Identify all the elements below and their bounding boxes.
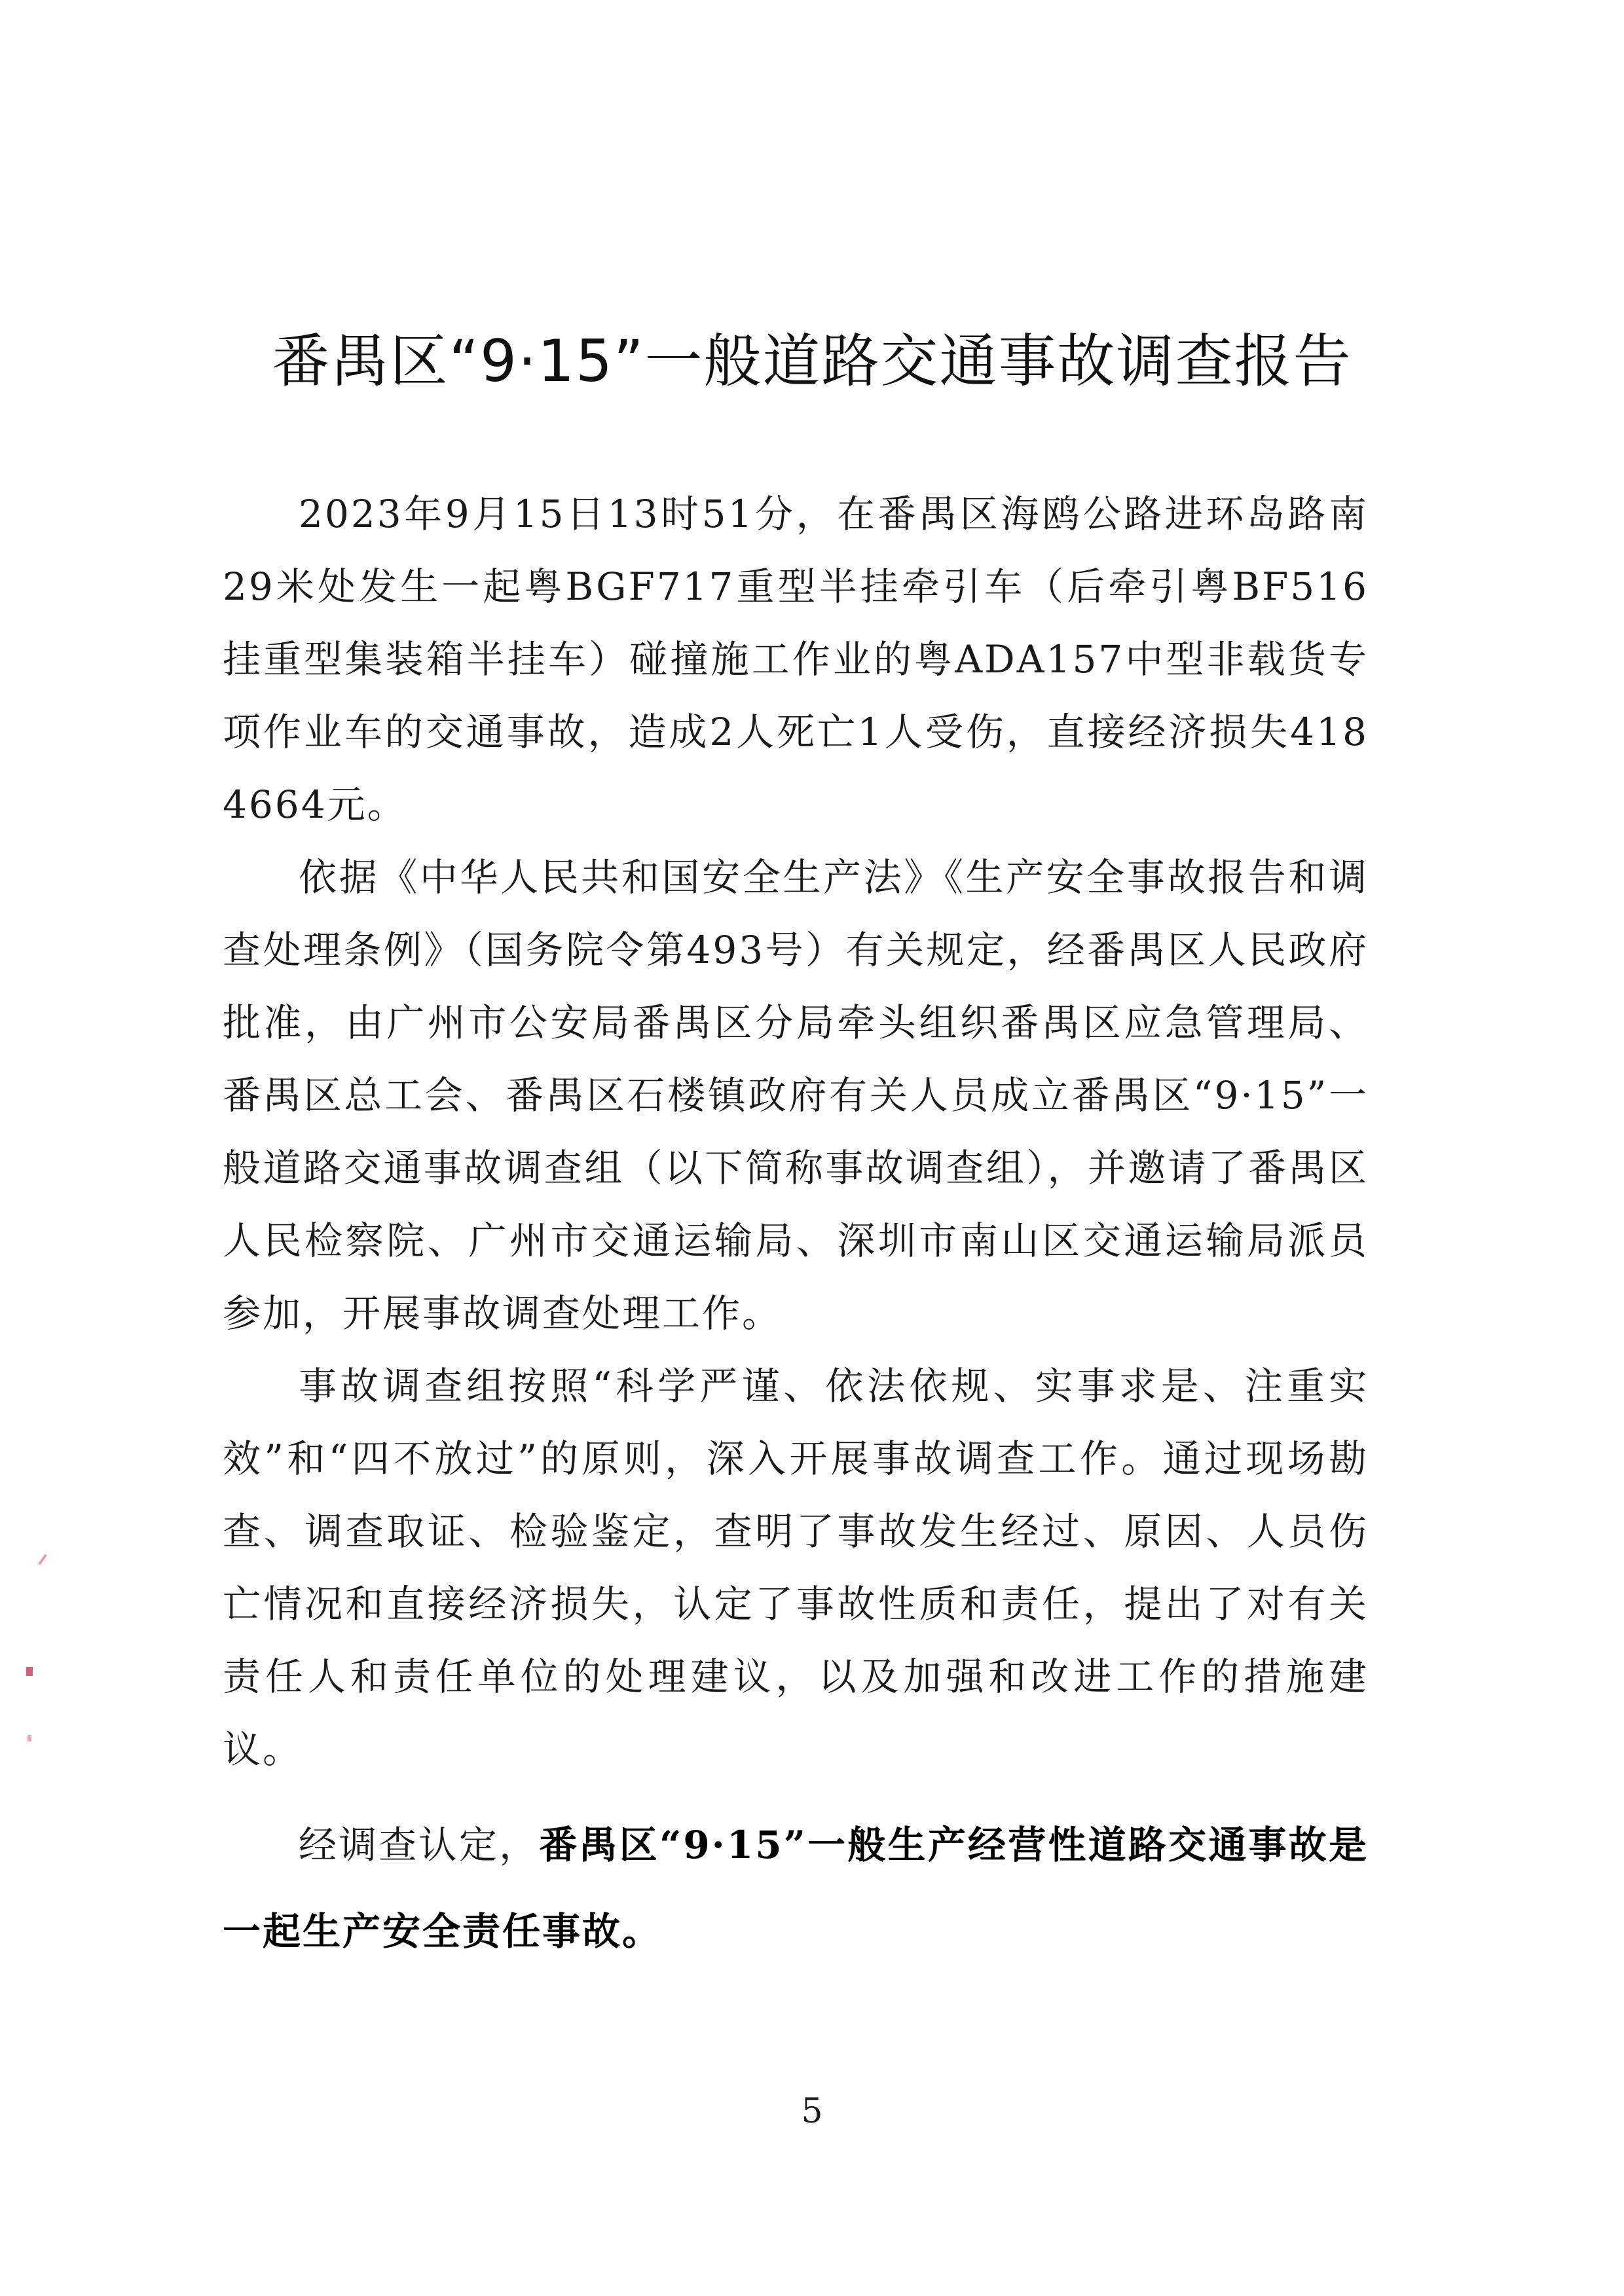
document-title: 番禺区“9·15”一般道路交通事故调查报告 <box>272 327 1352 395</box>
paragraph-investigation-principles: 事故调查组按照“科学严谨、依法依规、实事求是、注重实效”和“四不放过”的原则，深入开展事故调查工作。通过现场勘查、调查取证、检验鉴定，查明了事故发生经过、原因、人员伤亡情况和直接经济损失，认定了事故性质和责任，提出了对有关责任人和责任单位的处理建议，以及加强和改进工作的措施建议。 <box>223 1364 1369 1772</box>
scan-artifact-mark <box>26 1667 33 1676</box>
scan-artifact-mark <box>28 1735 31 1741</box>
conclusion-lead: 经调查认定， <box>299 1823 540 1867</box>
paragraph-accident-summary: 2023年9月15日13时51分，在番禺区海鸥公路进环岛路南29米处发生一起粤BGF717重型半挂牵引车（后牵引粤BF516挂重型集装箱半挂车）碰撞施工作业的粤ADA157中型非载货专项作业车的交通事故，造成2人死亡1人受伤，直接经济损失4184664元。 <box>223 492 1369 827</box>
paragraph-investigation-basis: 依据《中华人民共和国安全生产法》《生产安全事故报告和调查处理条例》（国务院令第493号）有关规定，经番禺区人民政府批准，由广州市公安局番禺区分局牵头组织番禺区应急管理局、番禺区总工会、番禺区石楼镇政府有关人员成立番禺区“9·15”一般道路交通事故调查组（以下简称事故调查组），并邀请了番禺区人民检察院、广州市交通运输局、深圳市南山区交通运输局派员参加，开展事故调查处理工作。 <box>223 855 1369 1336</box>
paragraph-conclusion <box>223 1802 1369 1975</box>
page-number: 5 <box>801 2092 823 2131</box>
scan-artifact-mark <box>38 1554 47 1565</box>
document-body <box>223 478 1369 1975</box>
conclusion-bold-text: 番禺区“9·15”一般生产经营性道路交通事故是一起生产安全责任事故。 <box>223 1823 1369 1954</box>
